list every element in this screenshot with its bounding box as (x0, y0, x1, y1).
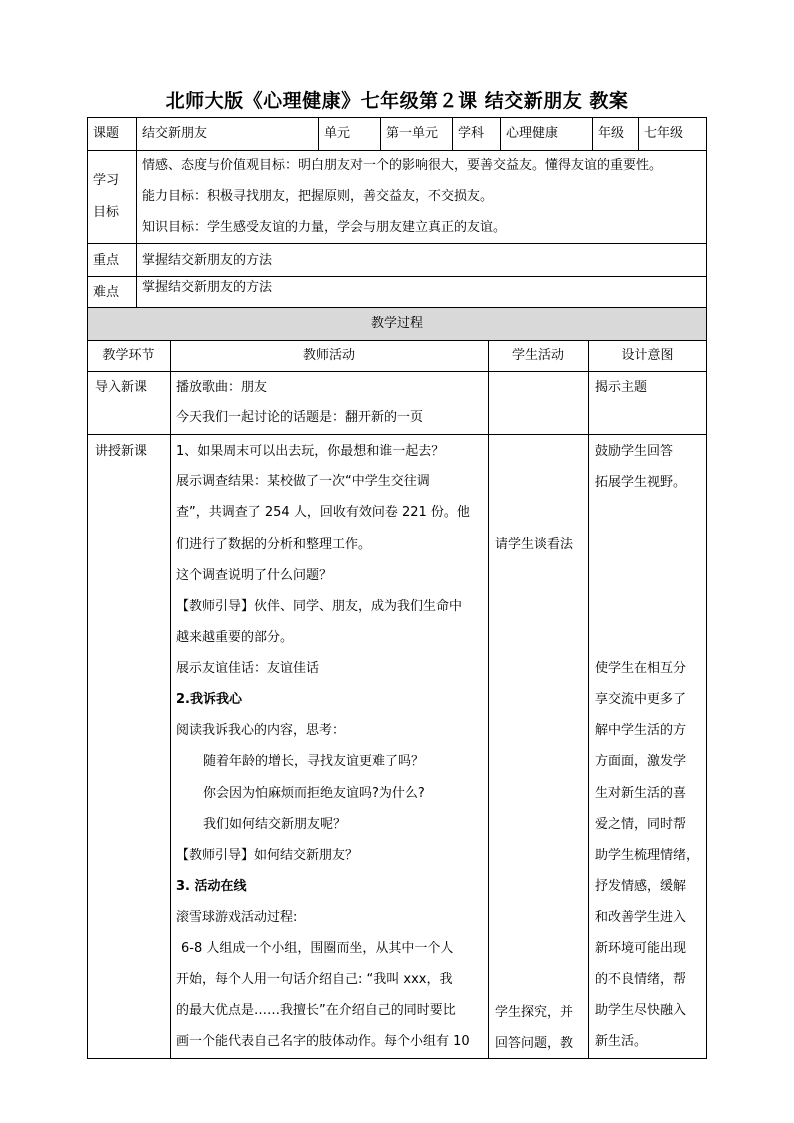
goal-knowledge: 知识目标：学生感受友谊的力量，学会与朋友建立真正的友谊。 (142, 220, 507, 235)
intro-intent: 揭示主题 (595, 380, 648, 395)
intent-line: 抒发情感，缓解 (595, 879, 687, 894)
section-heading: 3. 活动在线 (176, 879, 247, 894)
difficulty-value: 掌握结交新朋友的方法 (142, 280, 273, 295)
intent-line: 新环境可能出现 (595, 941, 687, 956)
col-teacher: 教师活动 (302, 348, 355, 363)
topic-value: 结交新朋友 (142, 126, 208, 141)
intent-line: 拓展学生视野。 (595, 475, 687, 490)
intent-line: 助学生梳理情绪， (595, 848, 700, 863)
document-title: 北师大版《心理健康》七年级第２课 结交新朋友 教案 (165, 90, 629, 112)
intent-line: 解中学生活的方 (595, 723, 687, 738)
col-stage: 教学环节 (102, 348, 155, 363)
key-point-value: 掌握结交新朋友的方法 (142, 253, 273, 268)
section-heading: 2.我诉我心 (176, 692, 242, 707)
difficulty-label: 难点 (93, 285, 120, 300)
student-activity: 请学生谈看法 (495, 537, 574, 552)
unit-label: 单元 (324, 126, 351, 141)
intent-line: 鼓励学生回答 (595, 444, 674, 459)
goal-emotion: 情感、态度与价值观目标：明白朋友对一个的影响很大，要善交益友。懂得友谊的重要性。 (142, 158, 663, 173)
intent-line: 新生活。 (595, 1034, 648, 1049)
key-point-label: 重点 (93, 253, 120, 268)
process-header: 教学过程 (370, 316, 423, 331)
teacher-line: 滚雪球游戏活动过程: (176, 910, 298, 925)
subject-label: 学科 (458, 126, 485, 141)
question-line: 随着年龄的增长，寻找友谊更难了吗？ (203, 754, 425, 769)
intent-line: 方面面，激发学 (595, 754, 687, 769)
teacher-line: 6-8 人组成一个小组，围圈而坐，从其中一个人 (181, 941, 454, 956)
intro-teacher-line: 今天我们一起讨论的话题是：翻开新的一页 (176, 410, 424, 425)
goals-label-2: 目标 (93, 205, 120, 220)
goals-label-1: 学习 (93, 173, 120, 188)
teacher-line: 这个调查说明了什么问题？ (176, 568, 333, 583)
intro-teacher-line: 播放歌曲：朋友 (176, 380, 268, 395)
teacher-line: 画一个能代表自己名字的肢体动作。每个小组有 10 (176, 1034, 470, 1049)
grade-label: 年级 (598, 126, 625, 141)
teacher-line: 展示友谊佳话：友谊佳话 (176, 661, 320, 676)
intent-line: 爱之情，同时帮 (595, 817, 687, 832)
teacher-line: 1、如果周末可以出去玩，你最想和谁一起去？ (176, 444, 445, 459)
topic-label: 课题 (93, 126, 120, 141)
intent-line: 生对新生活的喜 (595, 786, 687, 801)
col-student: 学生活动 (511, 348, 564, 363)
col-intent: 设计意图 (621, 348, 674, 363)
student-activity: 学生探究，并 (495, 1005, 574, 1020)
intent-line: 的不良情绪，帮 (595, 972, 687, 987)
question-line: 你会因为怕麻烦而拒绝友谊吗?为什么? (203, 786, 425, 801)
intent-line: 使学生在相互分 (595, 661, 687, 676)
teacher-line: 越来越重要的部分。 (176, 630, 294, 645)
teacher-line: 的最大优点是……我擅长”在介绍自己的同时要比 (176, 1003, 456, 1018)
goal-ability: 能力目标：积极寻找朋友，把握原则，善交益友，不交损友。 (142, 189, 494, 204)
teacher-line: 开始，每个人用一句话介绍自己: “我叫 xxx，我 (176, 972, 453, 987)
intent-line: 助学生尽快融入 (595, 1003, 687, 1018)
intro-stage: 导入新课 (95, 380, 148, 395)
teacher-line: 查”，共调查了 254 人，回收有效问卷 221 份。他 (176, 505, 470, 520)
student-activity: 回答问题，教 (495, 1036, 574, 1051)
teacher-line: 【教师引导】伙伴、同学、朋友，成为我们生命中 (176, 599, 463, 614)
teacher-line: 【教师引导】如何结交新朋友？ (176, 848, 359, 863)
intent-line: 和改善学生进入 (595, 910, 687, 925)
teacher-line: 们进行了数据的分析和整理工作。 (176, 537, 372, 552)
question-line: 我们如何结交新朋友呢？ (203, 817, 347, 832)
teacher-line: 阅读我诉我心的内容，思考： (176, 723, 346, 738)
grade-value: 七年级 (644, 126, 684, 141)
subject-value: 心理健康 (506, 126, 559, 141)
teacher-line: 展示调查结果：某校做了一次“中学生交往调 (176, 474, 430, 489)
unit-value: 第一单元 (386, 126, 439, 141)
intent-line: 享交流中更多了 (595, 692, 687, 707)
lecture-stage: 讲授新课 (95, 444, 148, 459)
